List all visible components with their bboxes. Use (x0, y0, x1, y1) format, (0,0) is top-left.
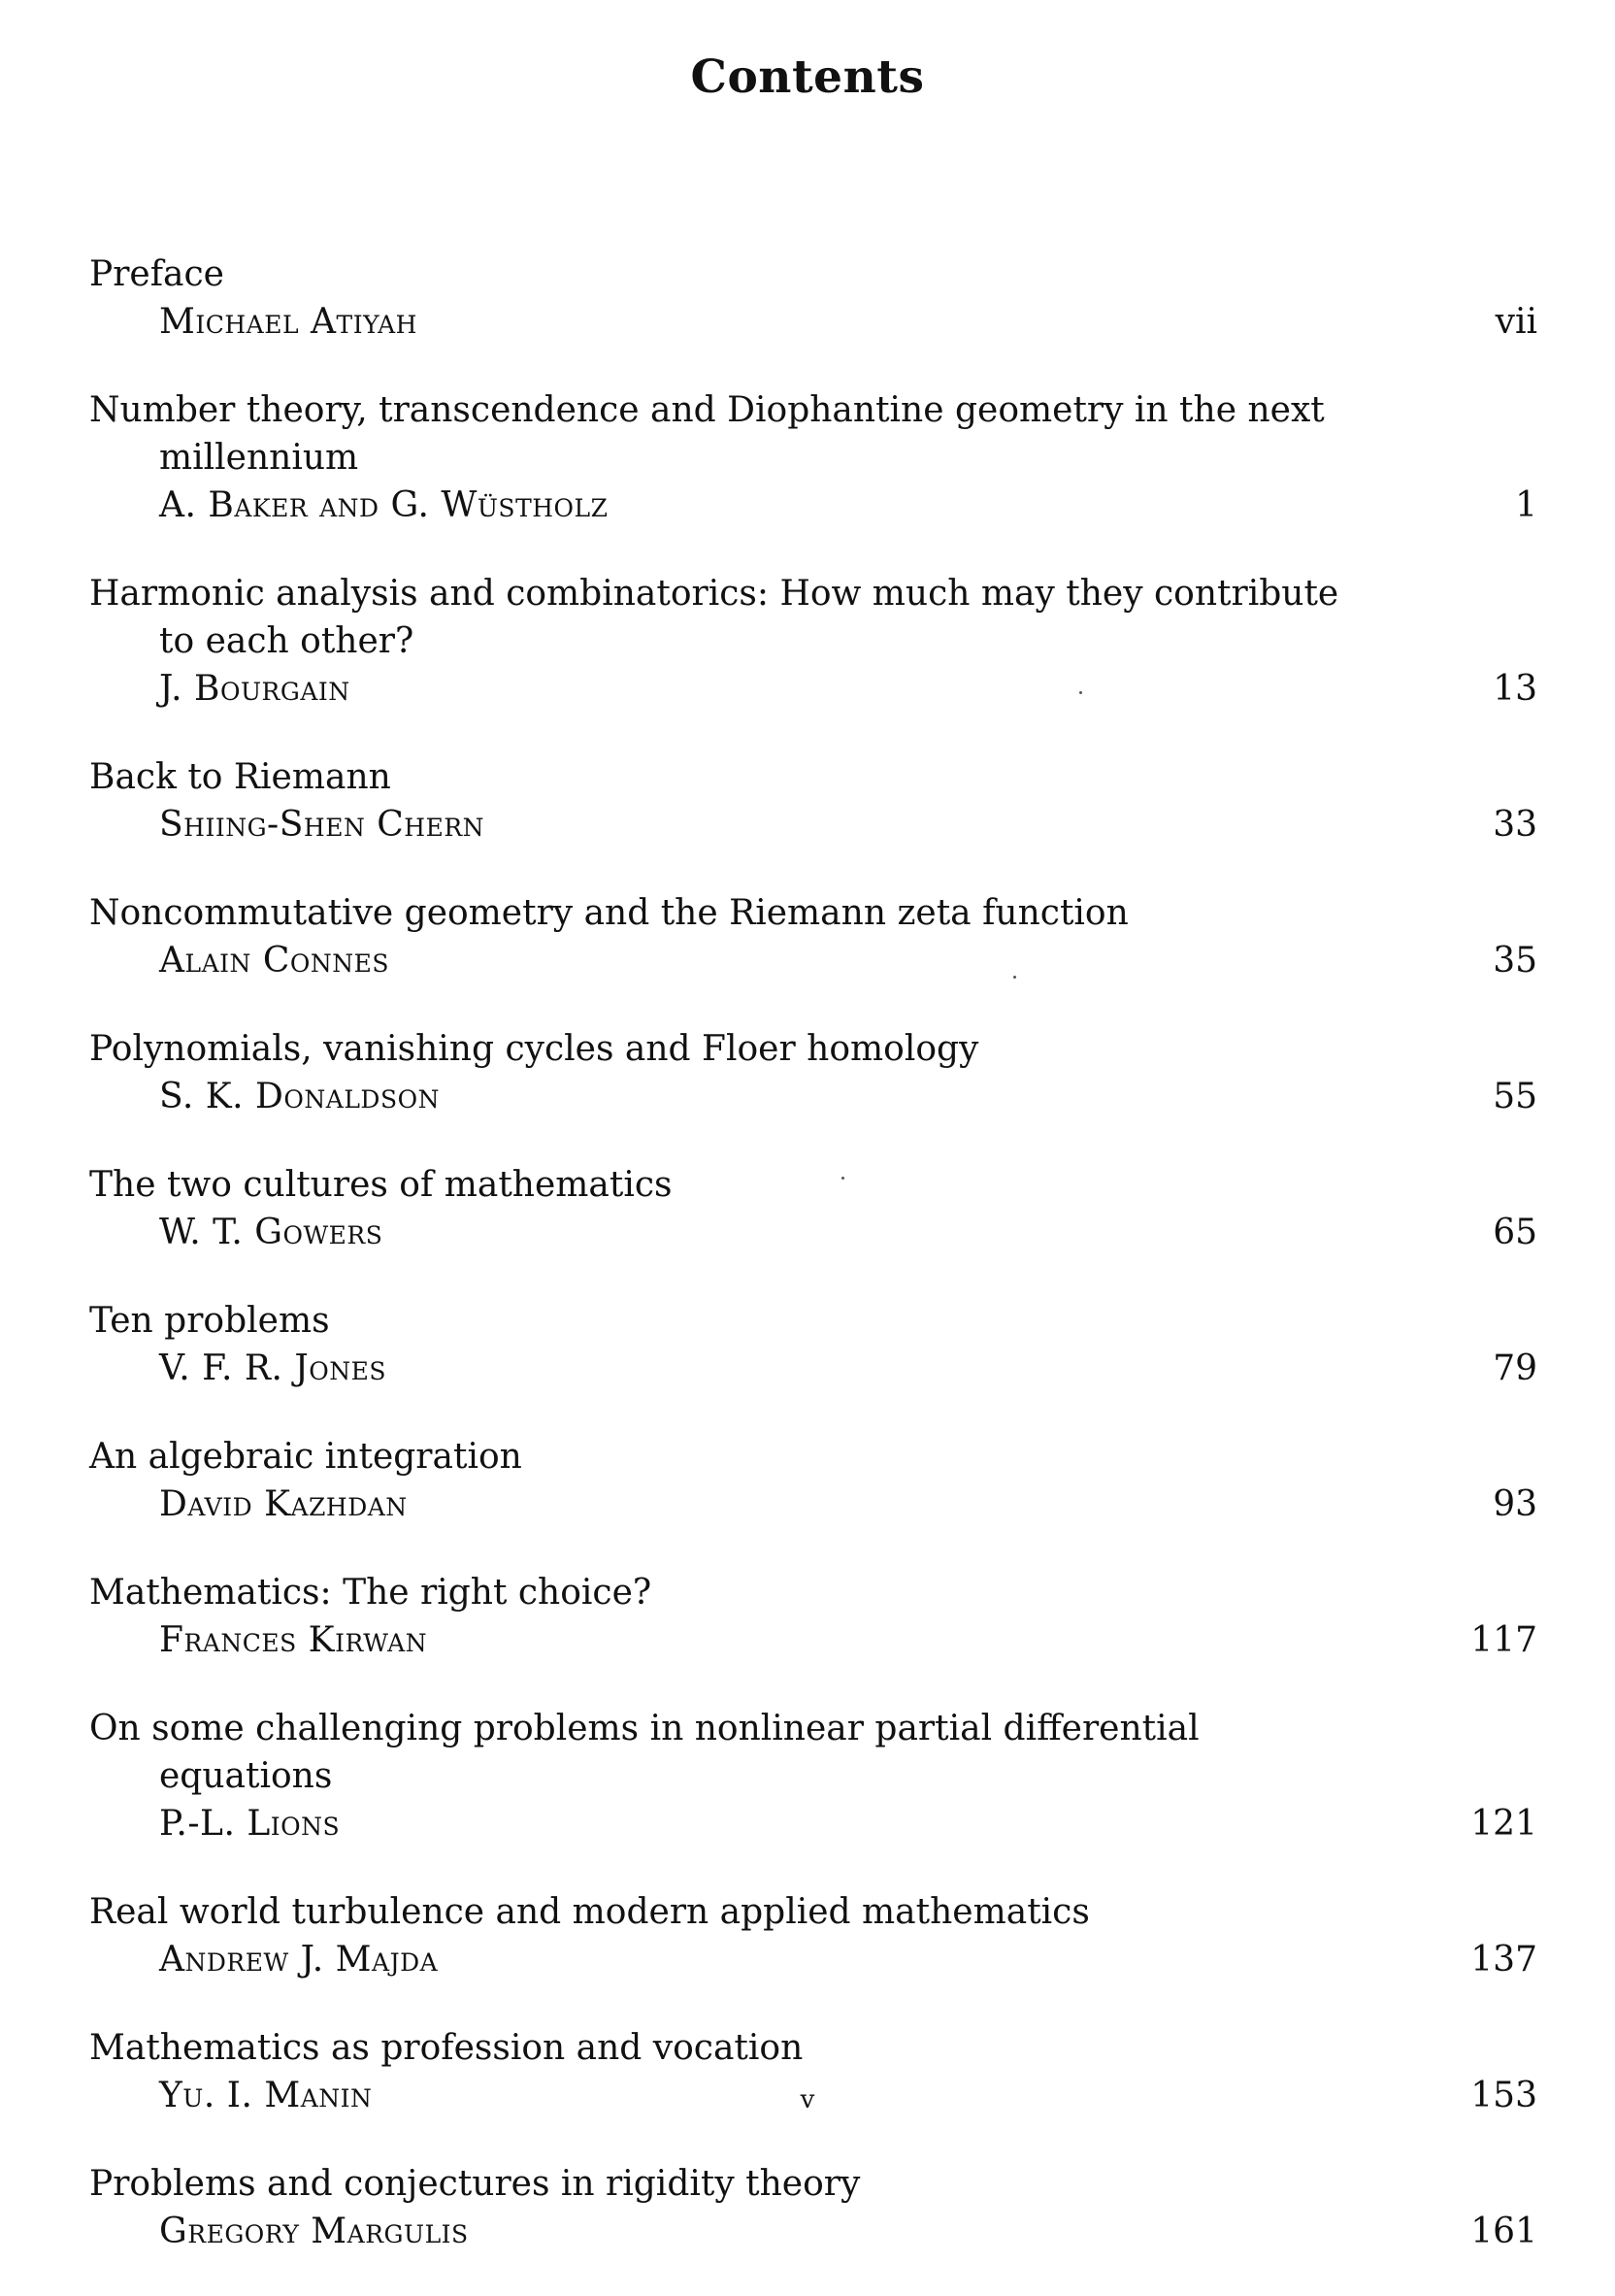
entry-author: W. T. Gowers (159, 1213, 383, 1252)
toc-entry (89, 889, 1537, 985)
author-row (89, 1345, 1537, 1393)
entry-author: S. K. Donaldson (159, 1077, 440, 1116)
entry-page-number: 137 (1470, 1940, 1537, 1980)
author-row (89, 937, 1537, 985)
author-row (89, 1800, 1537, 1848)
entry-author: V. F. R. Jones (159, 1348, 387, 1388)
table-of-contents (89, 250, 1537, 2296)
entry-title: Ten problems (89, 1301, 330, 1341)
entry-title: The two cultures of mathematics (89, 1165, 673, 1205)
entry-page-number: 153 (1470, 2076, 1537, 2115)
entry-page-number: 65 (1493, 1213, 1537, 1252)
entry-author: David Kazhdan (159, 1484, 408, 1524)
scan-speck (1079, 691, 1082, 694)
entry-page-number: 117 (1470, 1620, 1537, 1660)
author-row (89, 801, 1537, 849)
entry-page-number: 13 (1493, 669, 1537, 709)
entry-title: An algebraic integration (89, 1437, 522, 1477)
toc-entry (89, 753, 1537, 849)
toc-entry (89, 386, 1537, 530)
toc-entry (89, 2160, 1537, 2256)
entry-title: Mathematics as profession and vocation (89, 2028, 804, 2068)
author-row (89, 1209, 1537, 1257)
toc-entry (89, 1433, 1537, 1529)
page-title: Contents (690, 50, 925, 104)
entry-title: Number theory, transcendence and Diophantine geometry in the next millennium (89, 390, 1325, 478)
entry-page-number: 35 (1493, 941, 1537, 981)
author-row (89, 1616, 1537, 1665)
entry-page-number: vii (1495, 302, 1537, 342)
entry-title: Polynomials, vanishing cycles and Floer homology (89, 1029, 979, 1069)
toc-entry (89, 1161, 1537, 1257)
toc-entry (89, 570, 1537, 714)
entry-author: Andrew J. Majda (159, 1940, 439, 1980)
entry-page-number: 1 (1515, 485, 1537, 525)
entry-title: Mathematics: The right choice? (89, 1573, 652, 1613)
scan-speck (841, 1177, 844, 1180)
author-row (89, 1936, 1537, 1984)
entry-title: Back to Riemann (89, 757, 391, 797)
entry-author: Frances Kirwan (159, 1620, 428, 1660)
entry-page-number: 79 (1493, 1348, 1537, 1388)
author-row (89, 665, 1537, 714)
toc-entry (89, 1569, 1537, 1665)
entry-page-number: 121 (1470, 1804, 1537, 1844)
toc-entry (89, 1888, 1537, 1984)
entry-author: A. Baker and G. Wüstholz (159, 485, 609, 525)
author-row (89, 298, 1537, 347)
entry-title: Real world turbulence and modern applied mathematics (89, 1892, 1090, 1932)
entry-title: Preface (89, 254, 224, 294)
toc-entry (89, 250, 1537, 347)
entry-author: J. Bourgain (159, 669, 350, 709)
scan-speck (1013, 976, 1016, 979)
entry-title: Noncommutative geometry and the Riemann zeta function (89, 893, 1129, 933)
entry-author: Shiing-Shen Chern (159, 805, 485, 845)
entry-page-number: 55 (1493, 1077, 1537, 1116)
entry-author: Yu. I. Manin (159, 2076, 373, 2115)
entry-page-number: 93 (1493, 1484, 1537, 1524)
entry-title: Harmonic analysis and combinatorics: How much may they contribute to each other? (89, 574, 1339, 661)
author-row (89, 482, 1537, 530)
entry-page-number: 161 (1470, 2212, 1537, 2251)
entry-author: Gregory Margulis (159, 2212, 469, 2251)
toc-entry (89, 1297, 1537, 1393)
toc-entry (89, 1705, 1537, 1848)
entry-author: P.-L. Lions (159, 1804, 341, 1844)
toc-entry (89, 1025, 1537, 1121)
entry-author: Michael Atiyah (159, 302, 417, 342)
page-number: v (800, 2085, 815, 2114)
author-row (89, 2208, 1537, 2256)
author-row (89, 1073, 1537, 1121)
entry-title: Problems and conjectures in rigidity theory (89, 2164, 861, 2204)
entry-title: On some challenging problems in nonlinear partial differential equations (89, 1709, 1200, 1796)
author-row (89, 1481, 1537, 1529)
entry-author: Alain Connes (159, 941, 390, 981)
entry-page-number: 33 (1493, 805, 1537, 845)
